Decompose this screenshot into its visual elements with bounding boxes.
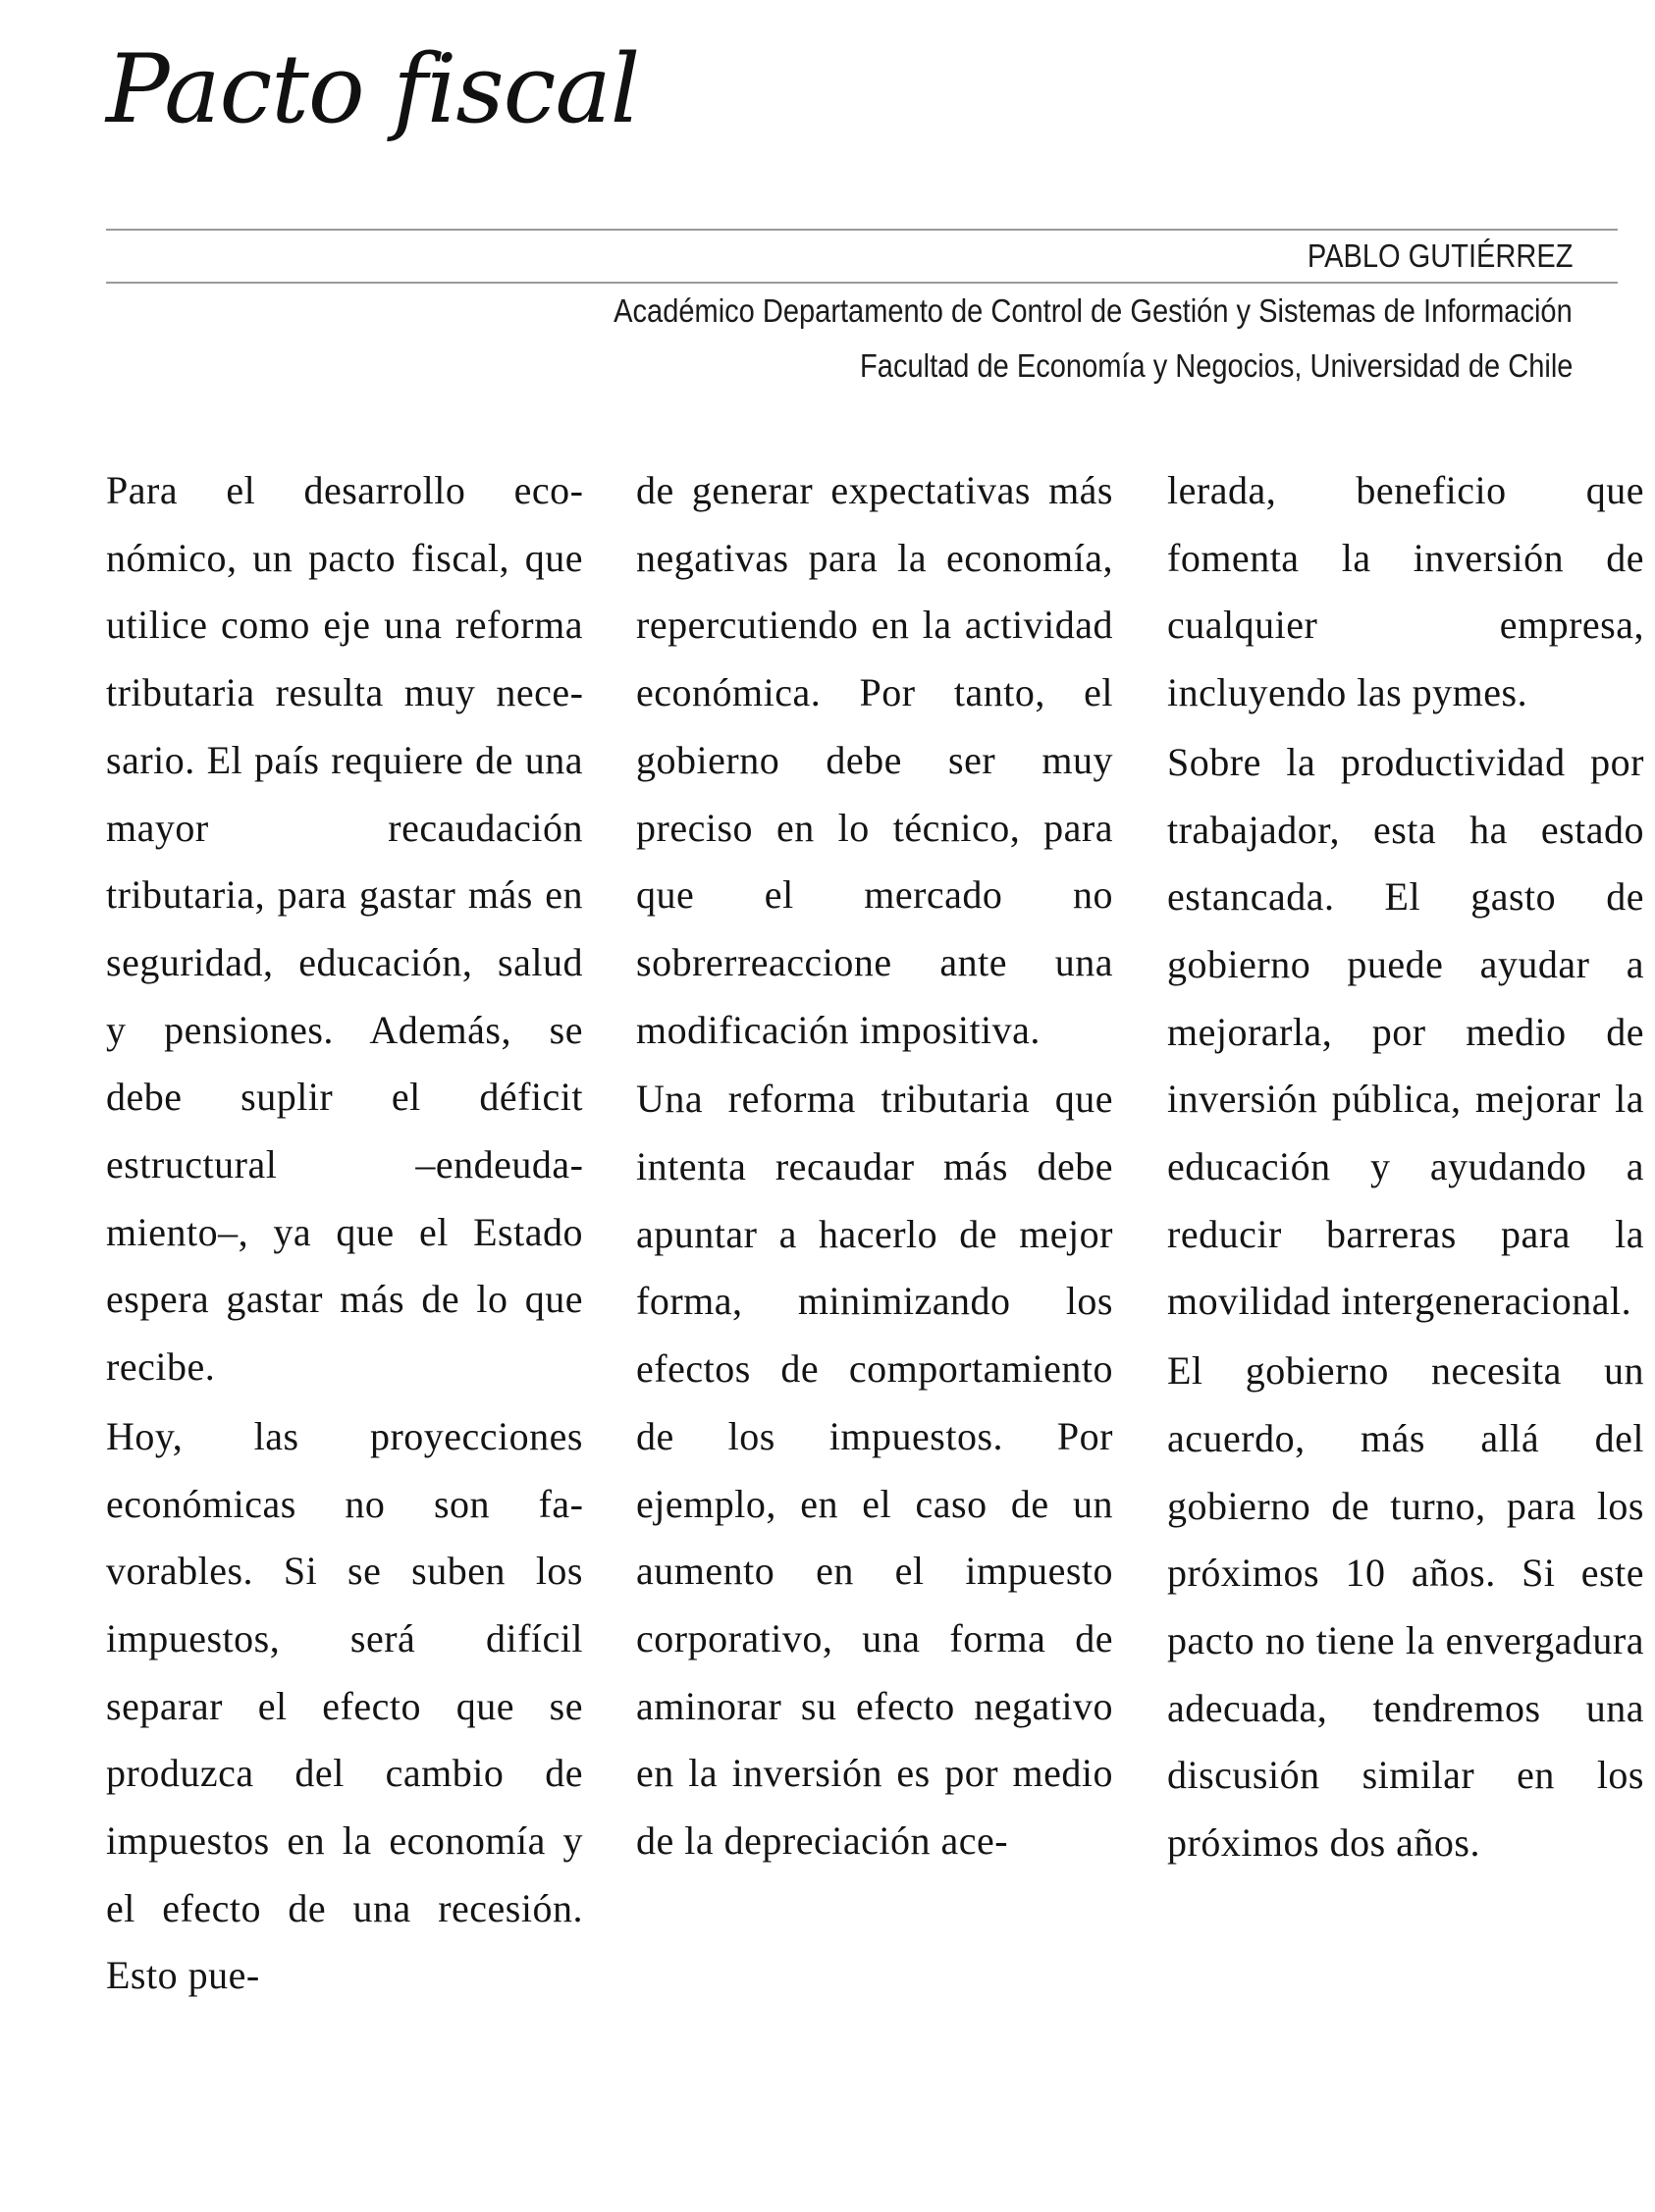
paragraph-2-start: Hoy, las proyecciones económicas no son favorables. Si se suben los impuestos, será difícil separar el efecto que se produzca del cambio de impuestos en la economía y el efecto de una recesión. Esto pue- (106, 1413, 583, 1998)
article-column-2 (636, 457, 1113, 1877)
author-affiliation-faculty: Facultad de Economía y Negocios, Universidad de Chile (859, 347, 1573, 384)
paragraph-4: Sobre la productividad por trabajador, esta ha estado estancada. El gasto de gobierno puede ayudar a mejorarla, por medio de inversión pública, mejorar la educación y ayudando a reducir barreras para la movilidad intergeneracional. (1167, 739, 1644, 1324)
article-column-3 (1167, 457, 1644, 1879)
paragraph-5: El gobierno necesita un acuerdo, más allá del gobierno de turno, para los próximos 10 años. Si este pacto no tiene la envergadura adecuada, tendremos una discusión similar en los próximos dos años. (1167, 1348, 1644, 1866)
author-name: PABLO GUTIÉRREZ (1307, 237, 1573, 274)
article-column-1 (106, 457, 583, 2012)
paragraph-3-start: Una reforma tributaria que intenta recaudar más debe apuntar a hacerlo de mejor forma, minimizando los efectos de comportamiento de los impuestos. Por ejemplo, en el caso de un aumento en el impuesto corporativo, una forma de aminorar su efecto negativo en la inversión es por medio de la depreciación ace- (636, 1077, 1113, 1864)
article-title: Pacto fiscal (106, 34, 640, 144)
top-divider (106, 229, 1618, 231)
byline-divider (106, 282, 1618, 284)
paragraph-3-end: lerada, beneficio que fomenta la inversión de cualquier empresa, incluyendo las pymes. (1167, 468, 1644, 715)
paragraph-2-end: de generar expectativas más negativas para la economía, repercutiendo en la actividad económica. Por tanto, el gobierno debe ser muy preciso en lo técnico, para que el mercado no sobrerreaccione ante una modificación impositiva. (636, 468, 1113, 1052)
paragraph-1: Para el desarrollo económico, un pacto fiscal, que utilice como eje una reforma tributaria resulta muy necesario. El país requiere de una mayor recaudación tributaria, para gastar más en seguridad, educación, salud y pensiones. Además, se debe suplir el déficit estructural –endeudamiento–, ya que el Estado espera gastar más de lo que recibe. (106, 468, 583, 1390)
author-affiliation-department: Académico Departamento de Control de Gestión y Sistemas de Información (614, 292, 1573, 329)
